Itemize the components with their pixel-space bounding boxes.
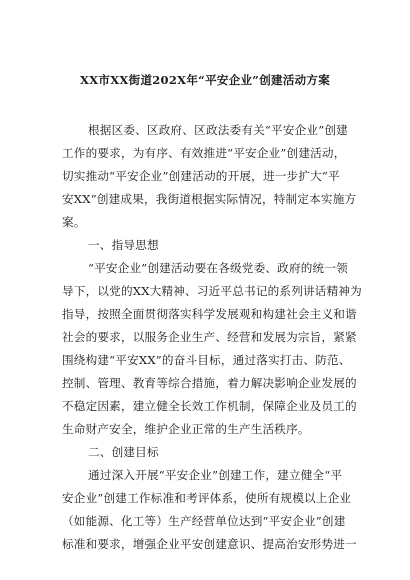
paragraph-2-line-6: 控制、管理、教育等综合措施，着力解决影响企业发展的	[62, 376, 357, 390]
section-heading-goals: 二、创建目标	[88, 445, 159, 459]
paragraph-3-line-4: 标准和要求，增强企业平安创建意识、提高治安形势进一	[62, 537, 357, 551]
document-title: XX市XX街道202X年“平安企业”创建活动方案	[79, 73, 331, 87]
paragraph-1-line-3: 切实推动“平安企业”创建活动的开展，进一步扩大“平	[62, 169, 340, 183]
paragraph-3-line-1: 通过深入开展“平安企业”创建工作，建立健全“平	[88, 468, 343, 482]
paragraph-3-line-3: （如能源、化工等）生产经营单位达到“平安企业”创建	[62, 514, 346, 528]
paragraph-3-line-2: 安企业”创建工作标准和考评体系，使所有规模以上企业	[62, 491, 352, 505]
paragraph-1-line-2: 工作的要求，为有序、有效推进“平安企业”创建活动，	[62, 146, 346, 160]
paragraph-2-line-5: 围绕构建“平安XX”的奋斗目标，通过落实打击、防范、	[62, 353, 351, 367]
paragraph-2-line-2: 导下，以党的XX大精神、习近平总书记的系列讲话精神为	[62, 284, 362, 298]
paragraph-2-line-1: “平安企业”创建活动要在各级党委、政府的统一领	[88, 261, 348, 275]
paragraph-2-line-3: 指导，按照全面贯彻落实科学发展观和构建社会主义和谐	[62, 307, 357, 321]
section-heading-guiding-thought: 一、指导思想	[88, 238, 159, 252]
paragraph-1-line-4: 安XX”创建成果，我街道根据实际情况，特制定本实施方	[62, 192, 357, 206]
paragraph-2-line-4: 社会的要求，以服务企业生产、经营和发展为宗旨，紧紧	[62, 330, 357, 344]
paragraph-1-line-1: 根据区委、区政府、区政法委有关“平安企业”创建	[88, 123, 348, 137]
paragraph-2-line-7: 不稳定因素，建立健全长效工作机制，保障企业及员工的	[62, 399, 357, 413]
paragraph-2-line-8: 生命财产安全，维护企业正常的生产生活秩序。	[62, 422, 310, 436]
paragraph-1-line-5: 案。	[62, 215, 86, 229]
